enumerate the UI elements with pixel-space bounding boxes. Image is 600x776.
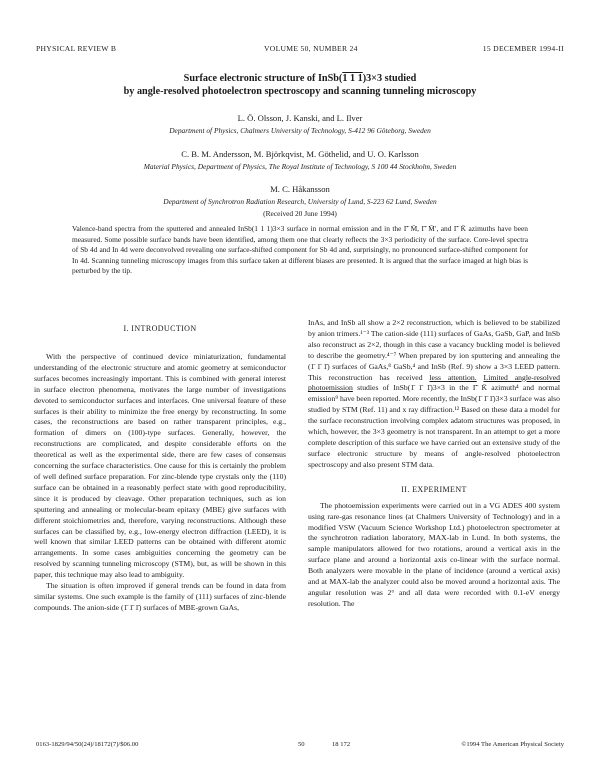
section-heading-introduction: I. INTRODUCTION [123,324,197,333]
author-list-3: M. C. Håkansson [270,184,330,194]
title-line-1: Surface electronic structure of InSb(1 1 1)3×3 studied [183,73,417,84]
issn-code: 0163-1829/94/50(24)/18172(7)/$06.00 [36,741,139,748]
paper-title [36,72,564,98]
page-footer [36,741,564,751]
journal-name: PHYSICAL REVIEW B [36,44,117,53]
page-number: 18 172 [332,741,351,748]
affiliation-2: Material Physics, Department of Physics, The Royal Institute of Technology, S 100 44 Stockholm, Sweden [143,162,457,171]
intro-continued-paragraph: InAs, and InSb all show a 2×2 reconstruction, which is believed to be stabilized by anion trimers.¹⁻³ The cation-side (111) surfaces of GaAs, GaSb, GaP, and InSb also reconstruct as 2×2, though in this case a vacancy buckling model is believed to describe the geometry.⁴⁻⁷ When prepared by ion sputtering and annealing the (1̄ 1̄ 1̄) surfaces of GaAs,⁸ GaSb,⁴ and InSb (Ref. 9) show a 3×3 LEED pattern. This reconstruction has received less attention. Limited angle-resolved photoemission studies of InSb(1̄ 1̄ 1̄)3×3 in the Γ̄ K̄ azimuth⁴ and normal emission⁹ have been reported. More recently, the InSb(1̄ 1̄ 1̄)3×3 surface was also studied by STM (Ref. 11) and x ray diffraction.¹² Based on these data a model for the surface reconstruction involving complex adatom structures was proposed, in which, however, the 3×3 geometry is not transparent. In an attempt to get a more complete description of this surface we have carried out an extensive study of the surface electronic structure by means of angle-resolved photoelectron spectroscopy and also present STM data. [308,318,561,469]
affiliation-1: Department of Physics, Chalmers University of Technology, S-412 96 Göteborg, Sweden [169,126,431,135]
left-column [34,318,286,614]
intro-paragraph-2: The situation is often improved if general trends can be found in data from similar systems. One such example is the family of (111) surfaces of zinc-blende compounds. The anion-side (1̄ 1̄ 1̄) surfaces of MBE-grown GaAs, [34,581,286,612]
right-column [308,318,560,610]
experiment-paragraph-1: The photoemission experiments were carried out in a VG ADES 400 system using rare-gas resonance lines (at Chalmers University of Technology) and in a modified VSW (Vacuum Science Workshop Ltd.) photoelectron spectrometer at the synchrotron radiation laboratory, MAX-lab in Lund. In both systems, the sample manipulators allowed for two rotations, around a vertical axis in the surface plane and around a horizontal axis co-linear with the surface normal. Both analyzers were movable in the plane of incidence (around a vertical axis) and at MAX-lab the analyzer could also be moved around a horizontal axis. The angular resolution was 2° and all data were recorded with 0.1-eV energy resolution. The [308,500,560,608]
copyright: ©1994 The American Physical Society [461,741,564,748]
title-line-2: by angle-resolved photoelectron spectroscopy and scanning tunneling microscopy [123,86,477,97]
issue-date: 15 DECEMBER 1994-II [482,44,564,53]
footer-volume: 50 [298,741,305,748]
author-list-2: C. B. M. Andersson, M. Björkqvist, M. Göthelid, and U. O. Karlsson [181,149,419,159]
author-list-1: L. Ö. Olsson, J. Kanski, and L. Ilver [237,113,363,123]
miller-index: 1 1 1 [342,73,363,84]
volume-number: VOLUME 50, NUMBER 24 [264,44,358,53]
abstract: Valence-band spectra from the sputtered and annealed InSb(1 1 1)3×3 surface in normal emission and in the Γ̄ M̄, Γ̄ M̄′, and Γ̄ K̄ azimuths have been measured. Some possible surface bands have been identified, among them one that clearly reflects the 3×3 periodicity of the surface. Core-level spectra of Sb 4d and In 4d were deconvolved revealing one surface-shifted component for Sb 4d and, surprisingly, no pronounced surface-shifted component for In 4d. Scanning tunneling microscopy images from this surface taken at different biases are presented. It is argued that the surface imaged at high bias is perturbed by the tip. [72,224,528,276]
running-header [36,44,564,56]
received-date: (Received 20 June 1994) [263,209,337,218]
intro-paragraph-1: With the perspective of continued device miniaturization, fundamental understanding of the electronic structure and atomic geometry at semiconductor surfaces becomes increasingly important. This is combined with general interest in surface electron phenomena, motivates the large number of investigations devoted to semiconductor surfaces and interfaces. One universal feature of these surfaces is their ability to minimize the free energy by reconstructing. In some cases, the reconstructions are based on rather transparent principles, e.g., formation of dimers on (100)-type surfaces. Generally, however, the reconstructions are complicated, and despite considerable efforts on the theoretical as well as the experimental side, there are few cases of consensus concerning the surface characteristics. One cause for this is certainly the problem of well defined surface preparation. For zinc-blende type crystals only the (110) surface can be obtained in a reasonably perfect state with good reproducibility, since it is produced by cleavage. Other preparation techniques, such as ion sputtering and annealing or molecular-beam epitaxy (MBE) give surfaces with different stoichiometries and, therefore, varying reconstructions. Although these surfaces can be classified by, e.g., low-energy electron diffraction (LEED), it is well known that similar LEED patterns can be obtained with different atomic arrangements. In some cases ambiguities concerning the geometry can be resolved by scanning tunneling microscopy (STM), but, as will be shown in this paper, this technique may also lead to ambiguity. [34,352,286,580]
affiliation-3: Department of Synchrotron Radiation Research, University of Lund, S-223 62 Lund, Sweden [163,197,437,206]
section-heading-experiment: II. EXPERIMENT [401,484,467,494]
